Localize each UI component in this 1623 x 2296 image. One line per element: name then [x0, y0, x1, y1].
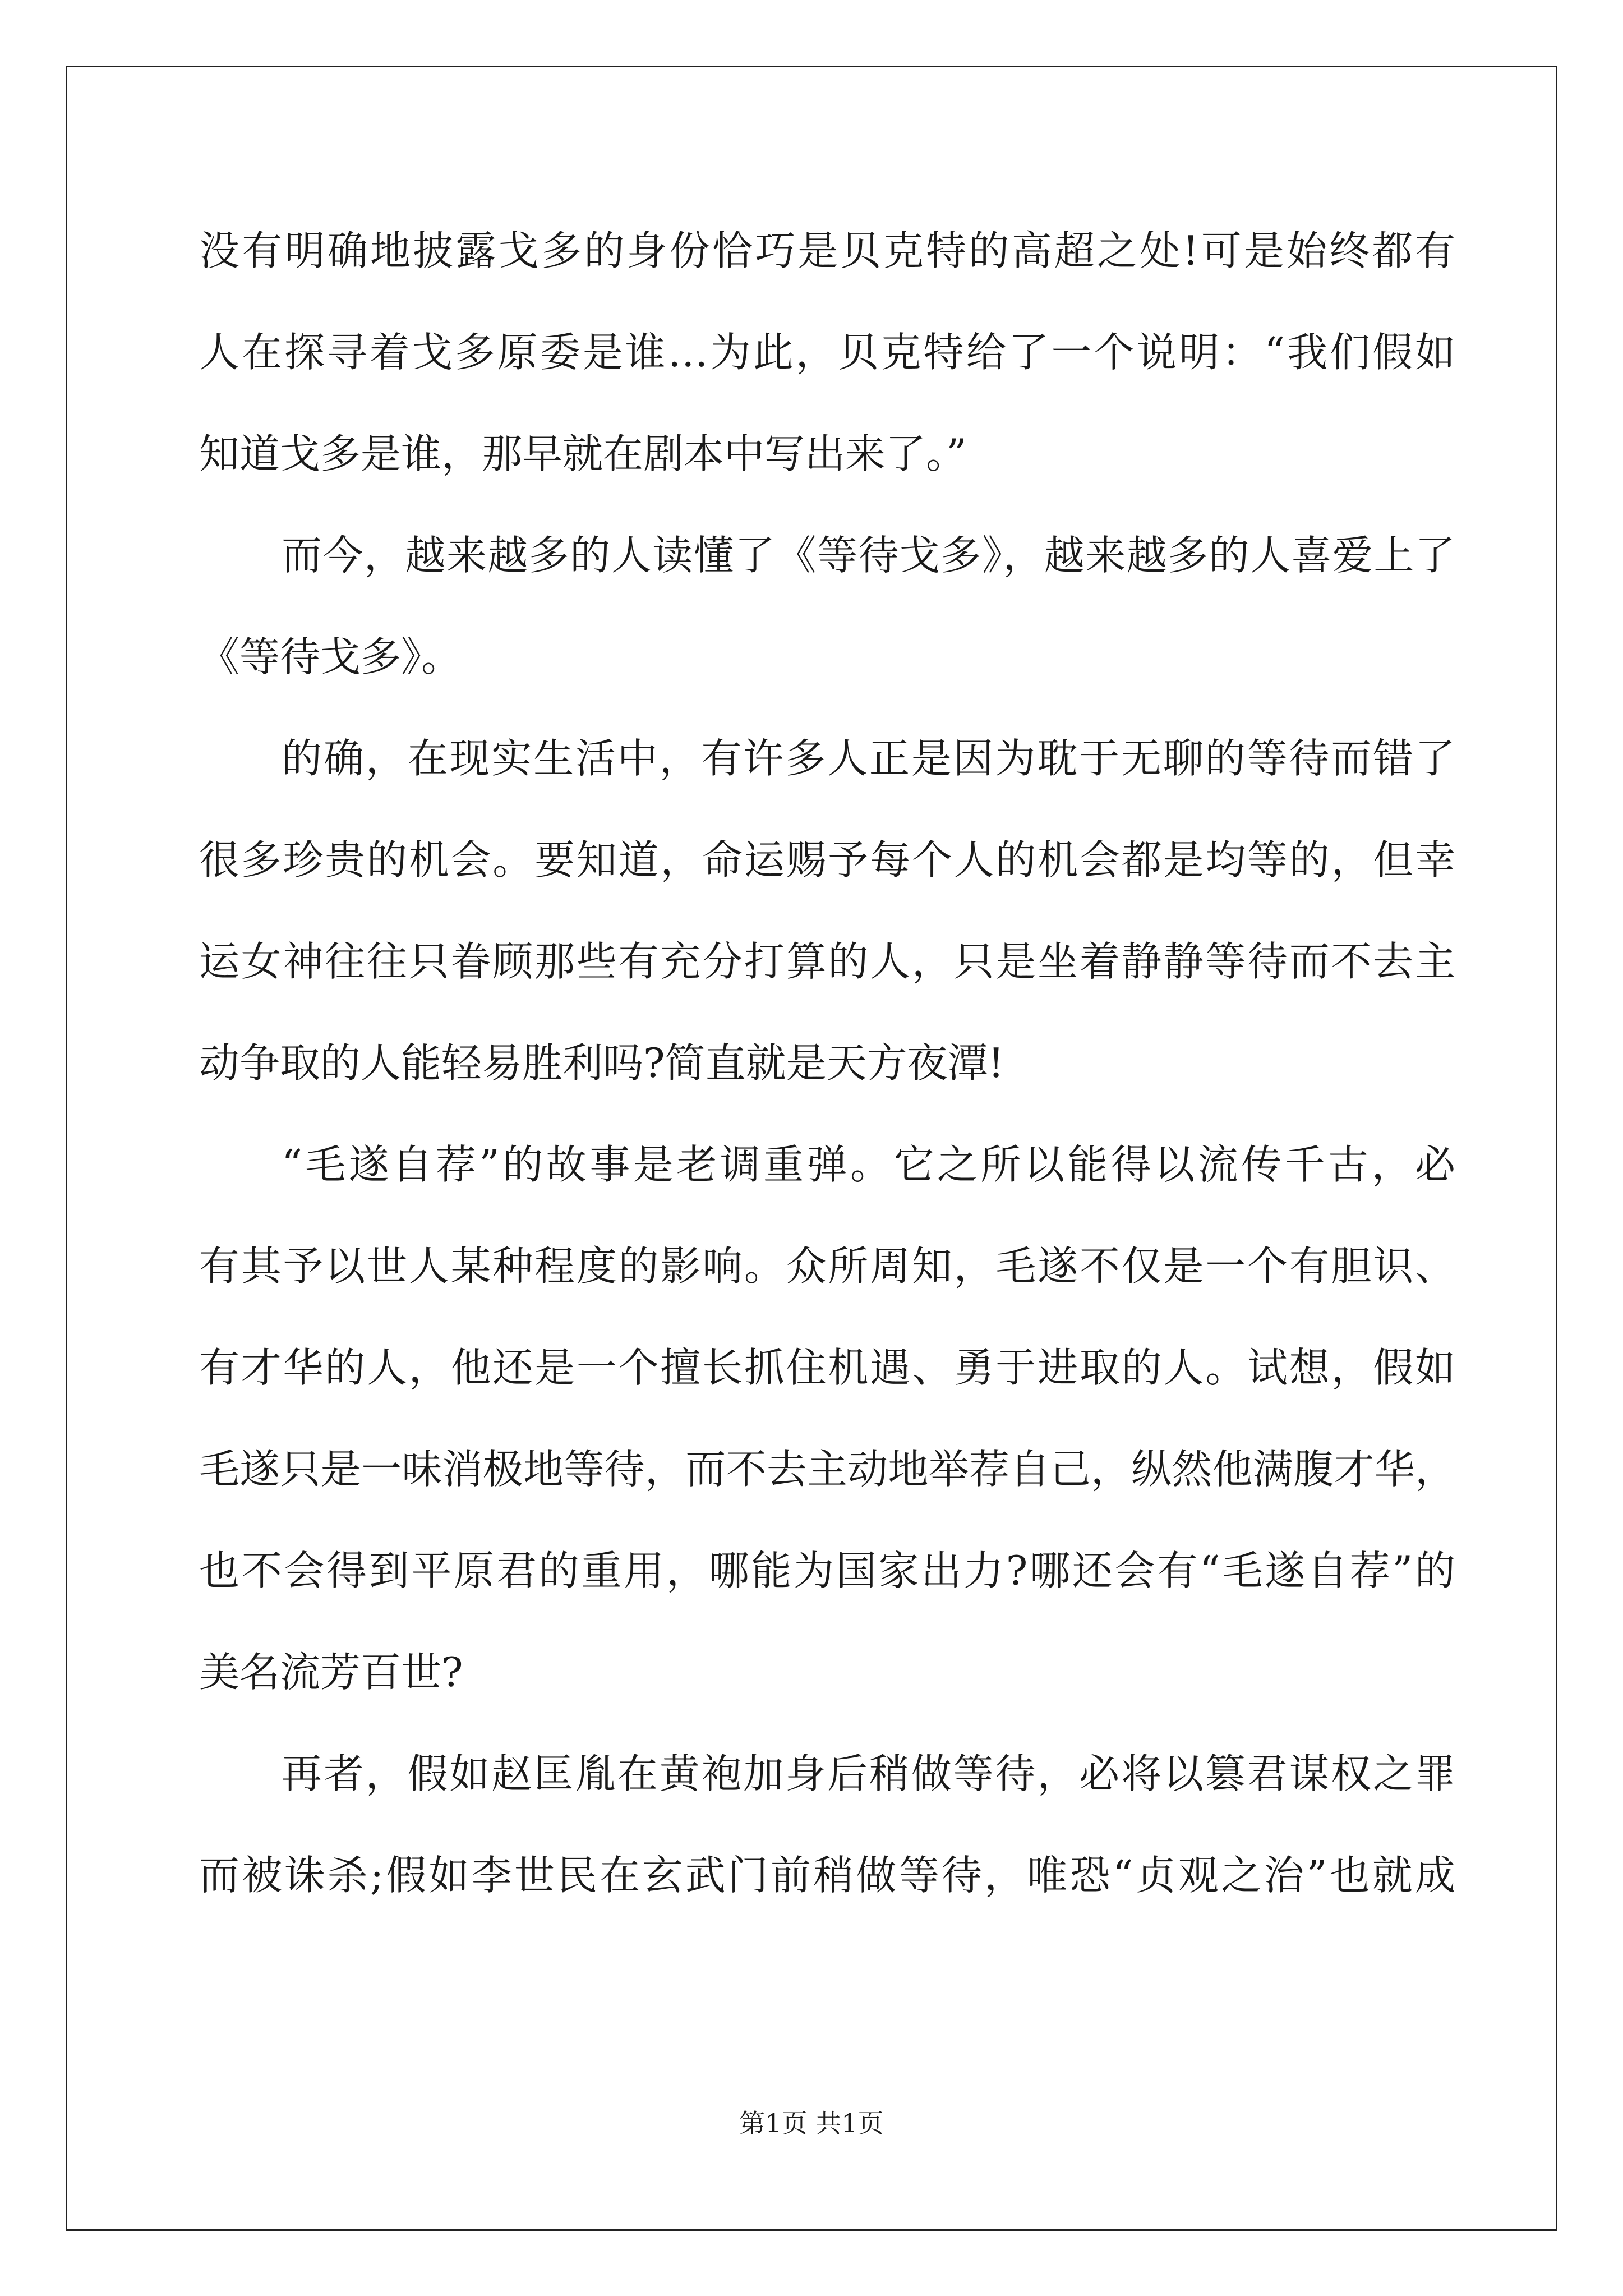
text-line-15: 美名流芳百世? [199, 1649, 463, 1696]
text-line-6: 的确，在现实生活中，有许多人正是因为耽于无聊的等待而错了 [282, 735, 1455, 782]
text-line-1: 没有明确地披露戈多的身份恰巧是贝克特的高超之处!可是始终都有 [199, 227, 1455, 274]
text-line-10: “毛遂自荐”的故事是老调重弹。它之所以能得以流传千古，必 [282, 1141, 1455, 1188]
text-line-9: 动争取的人能轻易胜利吗?简直就是天方夜潭! [199, 1039, 1004, 1087]
text-line-5: 《等待戈多》。 [199, 633, 462, 680]
text-line-17: 而被诛杀;假如李世民在玄武门前稍做等待，唯恐“贞观之治”也就成 [199, 1852, 1455, 1899]
text-line-2: 人在探寻着戈多原委是谁…为此，贝克特给了一个说明：“我们假如 [199, 329, 1455, 376]
text-line-14: 也不会得到平原君的重用，哪能为国家出力?哪还会有“毛遂自荐”的 [199, 1547, 1455, 1594]
text-line-8: 运女神往往只眷顾那些有充分打算的人，只是坐着静静等待而不去主 [199, 938, 1455, 985]
page-footer: 第1页 共1页 [739, 2108, 884, 2138]
text-line-12: 有才华的人，他还是一个擅长抓住机遇、勇于进取的人。试想，假如 [199, 1344, 1455, 1391]
text-line-3: 知道戈多是谁，那早就在剧本中写出来了。” [199, 430, 967, 477]
text-line-11: 有其予以世人某种程度的影响。众所周知，毛遂不仅是一个有胆识、 [199, 1243, 1455, 1290]
text-line-13: 毛遂只是一味消极地等待，而不去主动地举荐自己，纵然他满腹才华， [199, 1446, 1455, 1493]
text-line-7: 很多珍贵的机会。要知道，命运赐予每个人的机会都是均等的，但幸 [199, 836, 1455, 884]
text-line-16: 再者，假如赵匡胤在黄袍加身后稍做等待，必将以篡君谋权之罪 [282, 1750, 1455, 1797]
text-line-4: 而今，越来越多的人读懂了《等待戈多》，越来越多的人喜爱上了 [282, 532, 1455, 579]
